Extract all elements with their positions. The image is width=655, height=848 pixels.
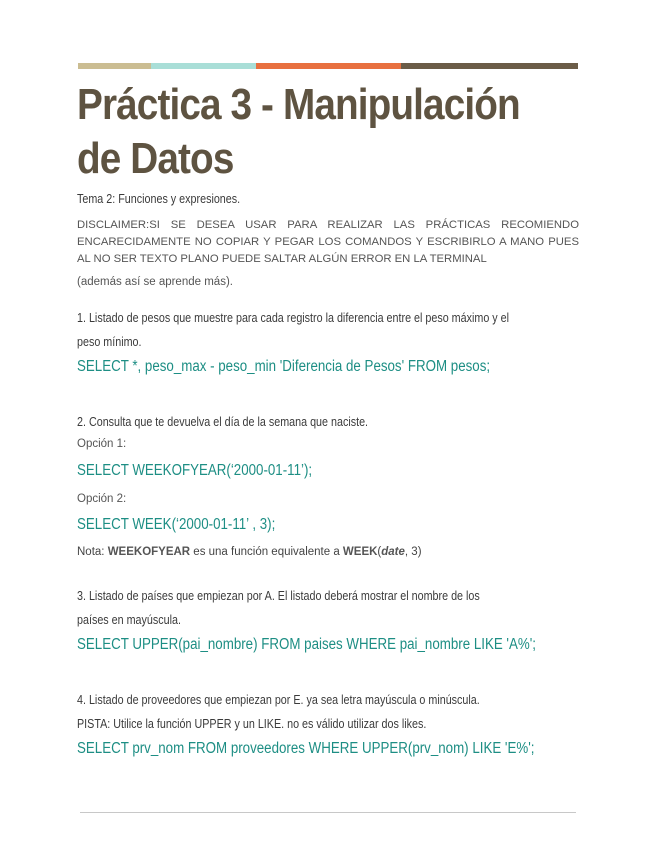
q2-note xyxy=(77,546,422,558)
q2-note-fn1: WEEKOFYEAR xyxy=(107,546,191,558)
q2-note-mid: es una función equivalente a xyxy=(190,546,343,558)
q2-note-prefix: Nota: xyxy=(77,546,108,558)
q4-text-line1: 4. Listado de proveedores que empiezan por E. ya sea letra mayúscula o minúscula. xyxy=(77,693,480,707)
q2-note-close: , 3) xyxy=(404,546,422,558)
color-bar-segment-mint xyxy=(151,63,256,69)
page-title: Práctica 3 - Manipulación de Datos xyxy=(77,80,520,183)
subtitle: Tema 2: Funciones y expresiones. xyxy=(77,192,241,206)
q3-sql: SELECT UPPER(pai_nombre) FROM paises WHERE pai_nombre LIKE 'A%'; xyxy=(77,636,536,653)
q1-text-line2: peso mínimo. xyxy=(77,335,142,349)
q2-option1-label: Opción 1: xyxy=(77,438,127,450)
q3-text-line1: 3. Listado de países que empiezan por A. El listado deberá mostrar el nombre de los xyxy=(77,589,480,603)
q4-hint: PISTA: Utilice la función UPPER y un LIKE. no es válido utilizar dos likes. xyxy=(77,717,427,731)
color-bar-segment-brown xyxy=(401,63,578,69)
q2-option1-sql: SELECT WEEKOFYEAR(‘2000-01-11’); xyxy=(77,462,313,479)
aside-note: (además así se aprende más). xyxy=(77,276,233,288)
color-bar-segment-tan xyxy=(78,63,151,69)
q2-note-arg: date xyxy=(381,546,405,558)
q1-sql: SELECT *, peso_max - peso_min 'Diferencia de Pesos' FROM pesos; xyxy=(77,358,491,375)
q2-text: 2. Consulta que te devuelva el día de la semana que naciste. xyxy=(77,415,369,429)
q2-option2-label: Opción 2: xyxy=(77,493,127,505)
q2-note-open: ( xyxy=(377,546,382,558)
header-color-bar xyxy=(78,63,578,69)
q2-note-fn2: WEEK xyxy=(342,546,378,558)
disclaimer: DISCLAIMER:SI SE DESEA USAR PARA REALIZAR LAS PRÁCTICAS RECOMIENDO ENCARECIDAMENTE NO COPIAR Y PEGAR LOS COMANDOS Y ESCRIBIRLO A MANO PUES AL NO SER TEXTO PLANO PUEDE SALTAR ALGÚN ERROR EN LA TERMINAL xyxy=(77,219,579,265)
footer-divider xyxy=(80,812,576,813)
q3-text-line2: países en mayúscula. xyxy=(77,613,181,627)
q2-option2-sql: SELECT WEEK(‘2000-01-11’ , 3); xyxy=(77,516,276,533)
color-bar-segment-orange xyxy=(256,63,401,69)
q1-text-line1: 1. Listado de pesos que muestre para cada registro la diferencia entre el peso máximo y el xyxy=(77,311,510,325)
q4-sql: SELECT prv_nom FROM proveedores WHERE UPPER(prv_nom) LIKE 'E%'; xyxy=(77,740,535,757)
